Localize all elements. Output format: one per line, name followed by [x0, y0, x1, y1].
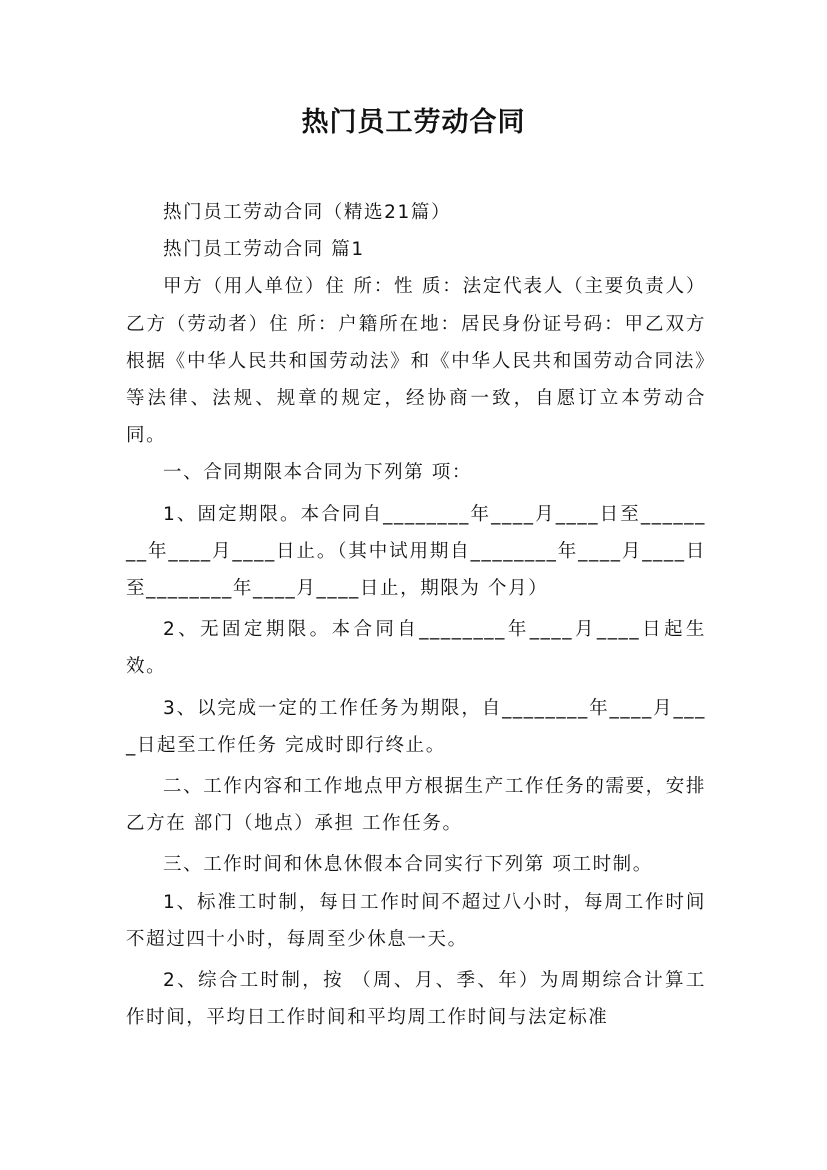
paragraph-section-heading: 热门员工劳动合同 篇1 [163, 239, 365, 261]
paragraph-working-hours-heading: 三、工作时间和休息休假本合同实行下列第 项工时制。 [163, 854, 653, 876]
paragraph-comprehensive-hours: 2、综合工时制，按 （周、月、季、年）为周期综合计算工作时间，平均日工作时间和平均周工作时间与法定标准 [126, 970, 706, 1029]
paragraph-work-content: 二、工作内容和工作地点甲方根据生产工作任务的需要，安排乙方在 部门（地点）承担 工作任务。 [126, 776, 706, 835]
document-title: 热门员工劳动合同 [301, 107, 526, 138]
paragraph-fixed-term: 1、固定期限。本合同自________年____月____日至________年____月____日止。（其中试用期自________年____月____日至________年____月____日止，期限为 个月） [126, 503, 706, 600]
paragraph-standard-hours: 1、标准工时制，每日工作时间不超过八小时，每周工作时间不超过四十小时，每周至少休息一天。 [126, 891, 706, 950]
document-body [126, 194, 706, 1036]
paragraph-term-heading: 一、合同期限本合同为下列第 项： [163, 462, 472, 484]
paragraph-task-term: 3、以完成一定的工作任务为期限，自________年____月____日起至工作任务 完成时即行终止。 [126, 697, 706, 756]
paragraph-open-term: 2、无固定期限。本合同自________年____月____日起生效。 [126, 619, 706, 678]
paragraph-subtitle: 热门员工劳动合同（精选21篇） [163, 202, 452, 223]
paragraph-parties: 甲方（用人单位）住 所：性 质：法定代表人（主要负责人）乙方（劳动者）住 所：户籍所在地：居民身份证号码：甲乙双方根据《中华人民共和国劳动法》和《中华人民共和国劳动合同法》等法律、法规、规章的规定，经协商一致，自愿订立本劳动合同。 [126, 276, 706, 447]
